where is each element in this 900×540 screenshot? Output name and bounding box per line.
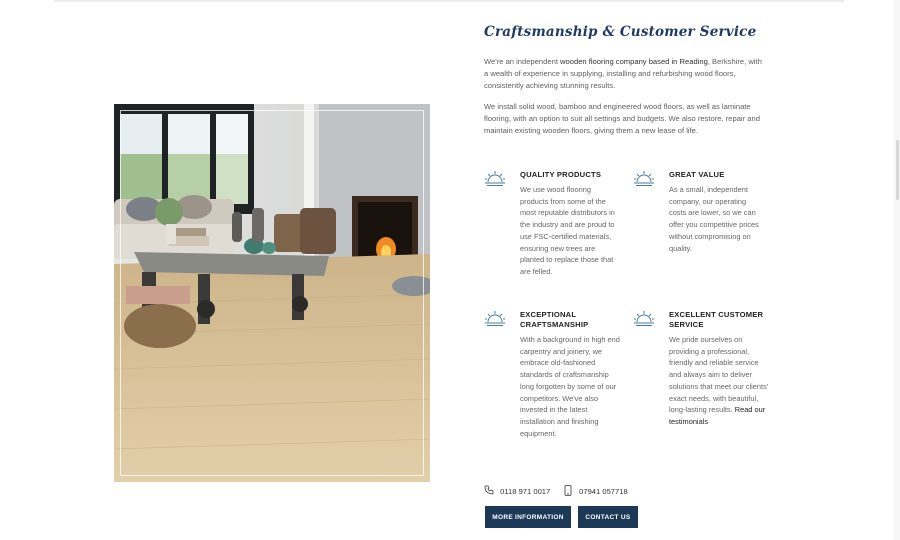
sunrise-icon xyxy=(484,310,506,328)
mobile-contact[interactable] xyxy=(564,485,628,496)
phone-number: 0118 971 0017 xyxy=(500,487,551,496)
contact-us-button[interactable]: CONTACT US xyxy=(578,506,638,528)
phone-icon xyxy=(484,485,494,495)
feature-description xyxy=(669,334,769,428)
more-information-button[interactable]: MORE INFORMATION xyxy=(485,506,571,528)
feature-description: With a background in high end carpentry and joinery, we embrace old-fashioned standards of craftsmanship long forgotten by some of our competitors. We've also invested in the latest installation and finishing equipment. xyxy=(520,335,620,438)
scrollbar-track[interactable] xyxy=(894,0,900,540)
feature-description-text: We pride ourselves on providing a professional, friendly and reliable service and always aim to deliver solutions that meet our clients' exact needs, with beautiful, long-lasting results. xyxy=(669,335,769,415)
phone-contact[interactable] xyxy=(484,485,550,496)
feature-title: QUALITY PRODUCTS xyxy=(520,170,602,179)
feature-description: We use wood flooring products from some of the most reputable distributors in the industry and are proud to use FSC-certified materials, ensuring new trees are planted to replace those that are felled. xyxy=(520,185,615,276)
intro-text-start: We're an independent xyxy=(484,57,561,66)
sunrise-icon xyxy=(484,170,506,188)
sunrise-icon xyxy=(633,310,655,328)
feature-description: As a small, independent company, our operating costs are lower, so we can offer you competitive prices without compromising on quality. xyxy=(669,185,759,253)
feature-title: GREAT VALUE xyxy=(669,170,725,179)
sunrise-icon xyxy=(633,170,655,188)
services-paragraph: We install solid wood, bamboo and engineered wood floors, as well as laminate flooring, with an option to suit all settings and budgets. We also restore, repair and maintain existing wooden floors, giving them a new lease of life. xyxy=(484,102,760,135)
mobile-number: 07941 057718 xyxy=(579,487,628,496)
mobile-phone-icon xyxy=(564,485,572,496)
top-divider xyxy=(54,0,844,2)
intro-text-end: , Berkshire, with a wealth of experience in supplying, installing and refurbishing wood floors, consistently achieving stunning results. xyxy=(484,57,762,90)
scrollbar-thumb[interactable] xyxy=(896,140,899,200)
section-heading: Craftsmanship & Customer Service xyxy=(484,24,757,40)
feature-title: EXCEPTIONAL CRAFTSMANSHIP xyxy=(520,310,589,329)
living-room-floor-photo xyxy=(114,104,430,482)
intro-paragraph xyxy=(484,56,764,91)
intro-highlight: wooden flooring company based in Reading xyxy=(560,57,708,66)
feature-title: EXCELLENT CUSTOMER SERVICE xyxy=(669,310,764,329)
content-column xyxy=(484,24,784,135)
testimonials-link[interactable]: Read our testimonials xyxy=(669,405,766,426)
